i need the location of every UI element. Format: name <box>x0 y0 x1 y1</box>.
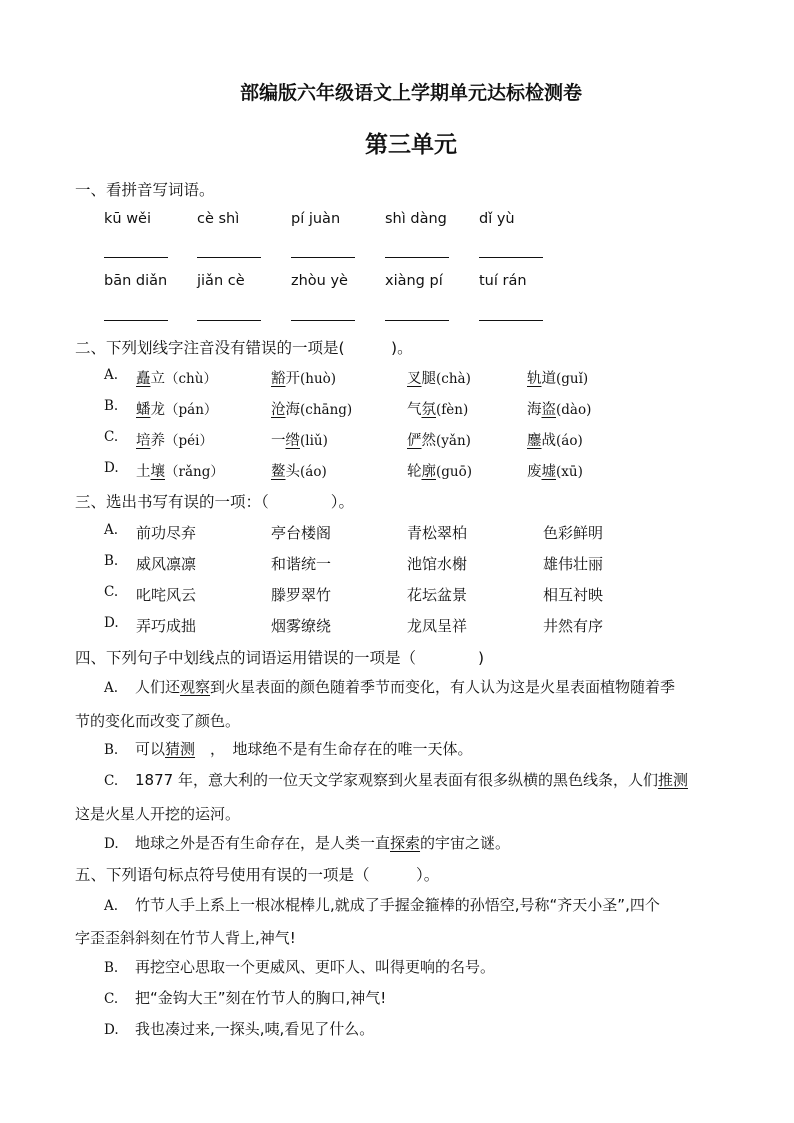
pinyin-annotation: (yǎn) <box>436 433 471 449</box>
answer-blank[interactable] <box>104 320 168 321</box>
answer-blank[interactable] <box>479 257 543 258</box>
q4-option-c: C. 1877 年，意大利的一位天文学家观察到火星表面有很多纵横的黑色线条，人们推测 <box>104 765 724 797</box>
pinyin-item: jiǎn cè <box>197 273 245 289</box>
word-with-pinyin: 一绺(liǔ) <box>271 433 328 449</box>
option-label: D. <box>104 836 119 852</box>
option-label: C. <box>104 429 119 445</box>
underlined-char: 鳌 <box>271 464 286 480</box>
underlined-char: 俨 <box>407 433 422 449</box>
pinyin-item: pí juàn <box>291 211 341 227</box>
answer-blank[interactable] <box>291 257 355 258</box>
word-with-pinyin: 叉腿(chà) <box>407 371 471 387</box>
word-with-pinyin: 轮廓(guō) <box>407 464 472 480</box>
underlined-char: 廓 <box>421 464 436 480</box>
answer-blank[interactable] <box>385 257 449 258</box>
q4-option-d: D. 地球之外是否有生命存在，是人类一直探索的宇宙之谜。 <box>104 828 719 860</box>
q4-heading: 四、下列句子中划线点的词语运用错误的一项是（ ) <box>75 649 485 667</box>
option-label: C. <box>104 773 119 789</box>
word-with-pinyin: 培养（péi） <box>136 433 213 449</box>
idiom-item: 烟雾缭绕 <box>271 617 332 635</box>
underlined-char: 沧 <box>271 402 286 418</box>
word-with-pinyin: 海盗(dào) <box>527 402 592 418</box>
idiom-item: 色彩鲜明 <box>543 524 604 542</box>
q5-option-d: D. 我也凑过来,一探头,咦,看见了什么。 <box>104 1014 719 1046</box>
option-label: A. <box>104 898 119 914</box>
option-label: C. <box>104 584 119 600</box>
answer-blank[interactable] <box>385 320 449 321</box>
word-with-pinyin: 废墟(xū) <box>527 464 583 480</box>
underlined-word: 推测 <box>657 771 688 789</box>
answer-blank[interactable] <box>104 257 168 258</box>
q2-heading: 二、下列划线字注音没有错误的一项是( )。 <box>75 339 413 357</box>
option-label: B. <box>104 398 119 414</box>
pinyin-annotation: (liǔ) <box>300 433 328 449</box>
q4-option-c-cont: 这是火星人开挖的运河。 <box>75 805 241 823</box>
option-label: C. <box>104 991 119 1007</box>
q3-heading: 三、选出书写有误的一项：（ ）。 <box>75 493 355 511</box>
option-label: D. <box>104 1022 119 1038</box>
idiom-item: 前功尽弃 <box>136 524 197 542</box>
word-with-pinyin: 鏖战(áo) <box>527 433 583 449</box>
pinyin-annotation: (dào) <box>556 402 592 418</box>
idiom-item: 滕罗翠竹 <box>271 586 332 604</box>
option-label: B. <box>104 742 119 758</box>
answer-blank[interactable] <box>197 257 261 258</box>
pinyin-annotation: (áo) <box>300 464 327 480</box>
idiom-item: 花坛盆景 <box>407 586 468 604</box>
idiom-item: 雄伟壮丽 <box>543 555 604 573</box>
underlined-char: 鏖 <box>527 433 542 449</box>
idiom-item: 亭台楼阁 <box>271 524 332 542</box>
answer-blank[interactable] <box>479 320 543 321</box>
underlined-char: 壤 <box>150 464 165 480</box>
word-with-pinyin: 鳌头(áo) <box>271 464 327 480</box>
word-with-pinyin: 沧海(chāng) <box>271 402 353 418</box>
answer-blank[interactable] <box>291 320 355 321</box>
unit-title: 第三单元 <box>365 131 457 158</box>
q4-option-a: A. 人们还观察到火星表面的颜色随着季节而变化，有人认为这是火星表面植物随着季 <box>104 672 719 704</box>
q1-heading: 一、看拼音写词语。 <box>75 181 215 199</box>
underlined-word: 探索 <box>390 834 421 852</box>
word-with-pinyin: 轨道(guǐ) <box>527 371 589 387</box>
idiom-item: 龙凤呈祥 <box>407 617 468 635</box>
pinyin-annotation: （chù） <box>165 371 217 387</box>
q4-option-b: B. 可以猜测 ， 地球绝不是有生命存在的唯一天体。 <box>104 734 719 766</box>
word-with-pinyin: 俨然(yǎn) <box>407 433 471 449</box>
underlined-word: 观察 <box>180 678 211 696</box>
pinyin-annotation: (huò) <box>300 371 337 387</box>
underlined-char: 氛 <box>421 402 436 418</box>
underlined-word: 猜测 <box>165 740 196 758</box>
option-label: D. <box>104 615 119 631</box>
underlined-char: 豁 <box>271 371 286 387</box>
underlined-char: 轨 <box>527 371 542 387</box>
pinyin-annotation: (xū) <box>556 464 583 480</box>
idiom-item: 叱咤风云 <box>136 586 197 604</box>
pinyin-annotation: (chà) <box>436 371 471 387</box>
underlined-char: 盗 <box>541 402 556 418</box>
q5-heading: 五、下列语句标点符号使用有误的一项是（ ）。 <box>75 866 440 884</box>
underlined-char: 墟 <box>541 464 556 480</box>
pinyin-annotation: （péi） <box>165 433 213 449</box>
pinyin-annotation: (chāng) <box>300 402 353 418</box>
underlined-char: 绺 <box>285 433 300 449</box>
pinyin-item: kū wěi <box>104 211 152 227</box>
word-with-pinyin: 气氛(fèn) <box>407 402 469 418</box>
q4-option-a-cont: 节的变化而改变了颜色。 <box>75 712 241 730</box>
option-label: A. <box>104 522 119 538</box>
pinyin-item: bān diǎn <box>104 273 168 289</box>
q5-option-a: A. 竹节人手上系上一根冰棍棒儿,就成了手握金箍棒的孙悟空,号称“齐天小圣”,四个 <box>104 890 729 922</box>
pinyin-annotation: (áo) <box>556 433 583 449</box>
option-label: A. <box>104 680 119 696</box>
pinyin-item: zhòu yè <box>291 273 348 289</box>
pinyin-item: xiàng pí <box>385 273 443 289</box>
q5-option-c: C. 把“金钩大王”刻在竹节人的胸口,神气! <box>104 983 719 1015</box>
option-label: A. <box>104 367 119 383</box>
option-label: B. <box>104 553 119 569</box>
pinyin-annotation: (fèn) <box>436 402 469 418</box>
word-with-pinyin: 土壤（rǎng） <box>136 464 224 480</box>
underlined-char: 培 <box>136 433 151 449</box>
option-label: B. <box>104 960 119 976</box>
q5-option-a-cont: 字歪歪斜斜刻在竹节人背上,神气! <box>75 929 296 947</box>
word-with-pinyin: 矗立（chù） <box>136 371 217 387</box>
exam-title: 部编版六年级语文上学期单元达标检测卷 <box>239 82 582 104</box>
idiom-item: 威风凛凛 <box>136 555 197 573</box>
underlined-char: 叉 <box>407 371 422 387</box>
pinyin-annotation: (guǐ) <box>556 371 589 387</box>
idiom-item: 井然有序 <box>543 617 604 635</box>
pinyin-item: tuí rán <box>479 273 527 289</box>
word-with-pinyin: 豁开(huò) <box>271 371 337 387</box>
pinyin-annotation: （rǎng） <box>165 464 224 480</box>
option-label: D. <box>104 460 119 476</box>
word-with-pinyin: 蟠龙（pán） <box>136 402 218 418</box>
idiom-item: 和谐统一 <box>271 555 332 573</box>
q5-option-b: B. 再挖空心思取一个更威风、更吓人、叫得更响的名号。 <box>104 952 719 984</box>
pinyin-item: shì dàng <box>385 211 447 227</box>
idiom-item: 青松翠柏 <box>407 524 468 542</box>
pinyin-annotation: (guō) <box>436 464 472 480</box>
underlined-char: 矗 <box>136 371 151 387</box>
pinyin-item: dǐ yù <box>479 211 515 227</box>
idiom-item: 弄巧成拙 <box>136 617 197 635</box>
answer-blank[interactable] <box>197 320 261 321</box>
idiom-item: 相互衬映 <box>543 586 604 604</box>
pinyin-item: cè shì <box>197 211 240 227</box>
underlined-char: 蟠 <box>136 402 151 418</box>
idiom-item: 池馆水榭 <box>407 555 468 573</box>
pinyin-annotation: （pán） <box>165 402 218 418</box>
